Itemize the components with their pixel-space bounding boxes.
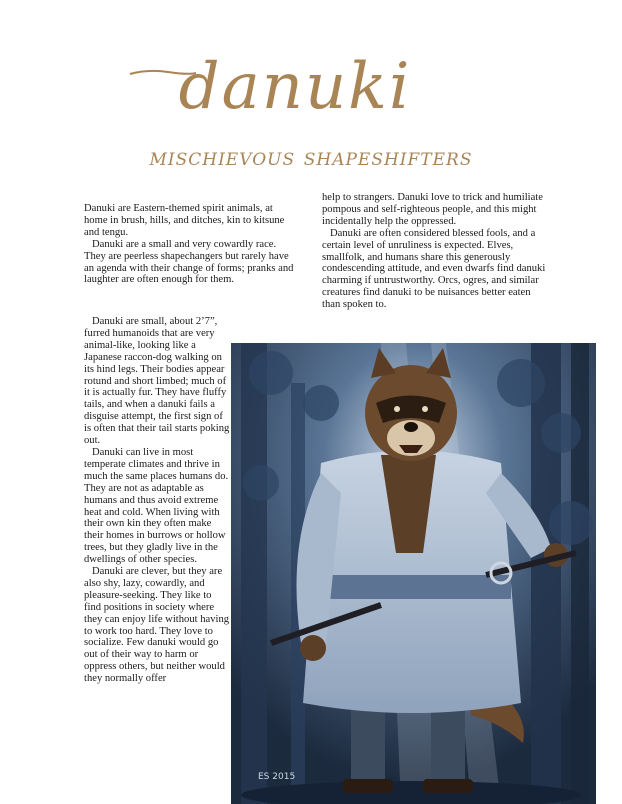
title-flourish <box>128 68 198 78</box>
artist-signature: ES 2015 <box>258 772 296 782</box>
right-column <box>322 192 546 311</box>
page-title: danuki <box>178 50 412 124</box>
left-column-narrow <box>84 316 230 685</box>
paragraph: help to strangers. Danuki love to trick and humiliate pompous and self-righteous people, and this might incidentally help the oppressed. <box>322 192 543 227</box>
paragraph: Danuki are Eastern-themed spirit animals, at home in brush, hills, and ditches, kin to kitsune and tengu. <box>84 203 285 238</box>
paragraph: Danuki can live in most temperate climates and thrive in much the same places humans do. They are not as adaptable as humans and thus avoid extreme heat and cold. When living with their own kin they often make their homes in burrows or hollow trees, but they gladly live in the dwellings of other species. <box>84 446 229 566</box>
danuki-illustration <box>231 343 596 804</box>
left-column <box>84 203 296 286</box>
paragraph: Danuki are small, about 2’7”, furred humanoids that are very animal-like, looking like a Japanese raccon-dog walking on its hind legs. Their bodies appear rotund and short limbed; much of it is actually fur. They have fluffy tails, and when a danuki fails a disguise attempt, the first sign of is often that their tail starts poking out. <box>84 316 230 447</box>
page-subtitle: mischievous shapeshifters <box>149 143 473 171</box>
paragraph: Danuki are often considered blessed fools, and a certain level of unruliness is expected. Elves, smallfolk, and humans share this generously condescending attitude, and even dwarfs find danuki charming if untrustworthy. Orcs, ogres, and similar creatures find danuki to be nuisances better eaten than spoken to. <box>322 227 546 311</box>
paragraph: Danuki are clever, but they are also shy, lazy, cowardly, and pleasure-seeking. They like to find positions in society where they can enjoy life without having to work too hard. They love to socialize. Few danuki would go out of their way to harm or oppress others, but neither would they normally offer <box>84 566 230 685</box>
paragraph: Danuki are a small and very cowardly race. They are peerless shapechangers but rarely have an agenda with their change of forms; pranks and laughter are often enough for them. <box>84 238 294 286</box>
